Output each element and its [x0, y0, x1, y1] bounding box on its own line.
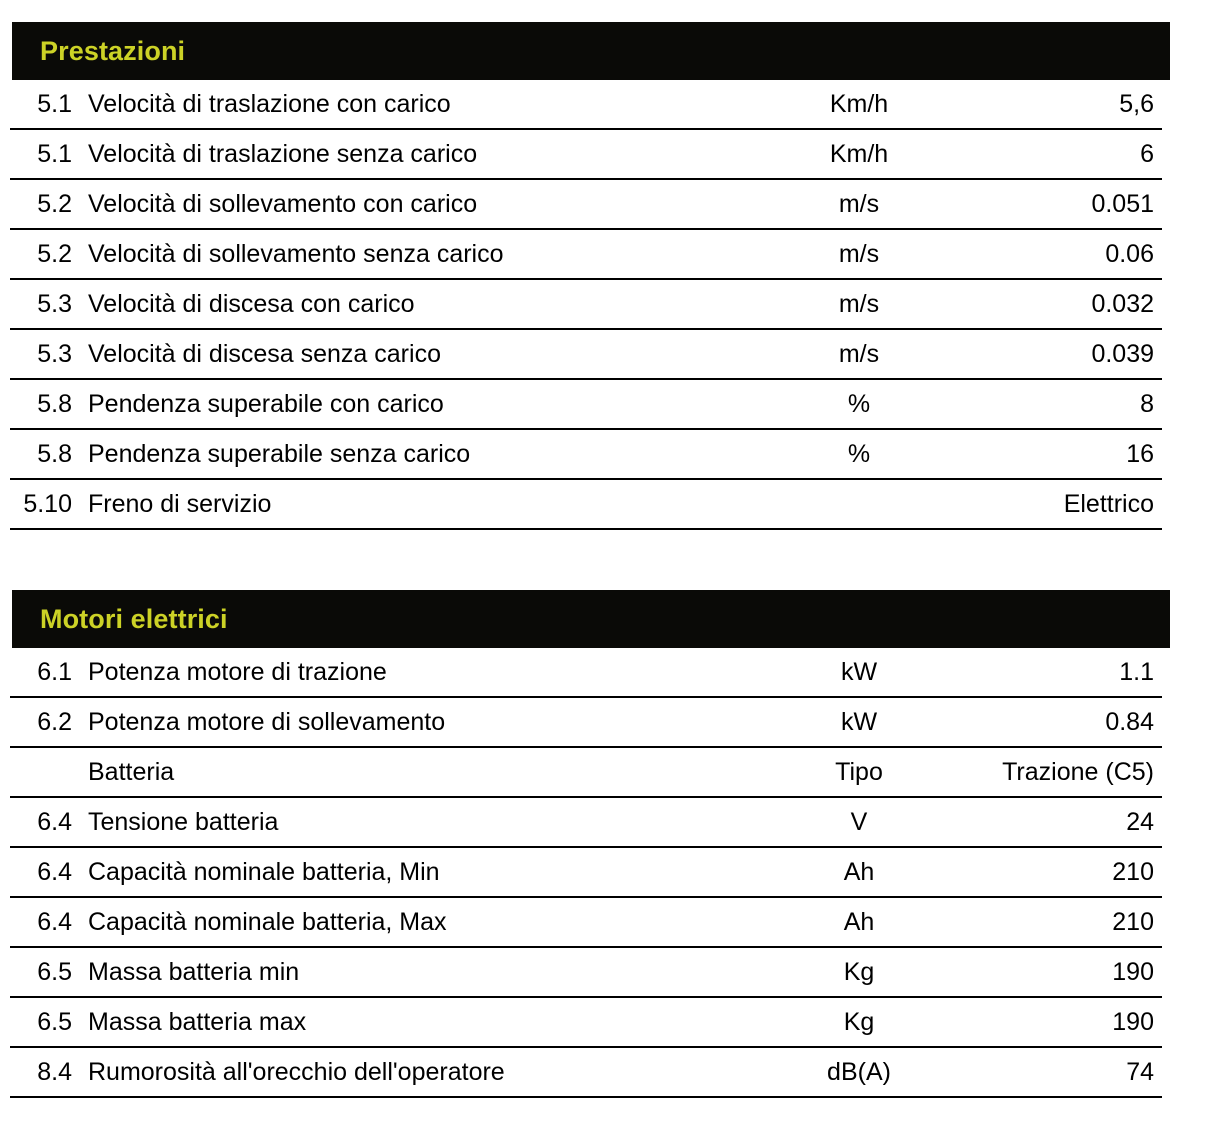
table-row [10, 480, 1162, 530]
row-unit: Km/h [829, 139, 889, 168]
row-label: Potenza motore di sollevamento [88, 709, 446, 735]
row-label: Tensione batteria [88, 809, 279, 835]
row-unit: m/s [838, 239, 880, 268]
row-number: 6.4 [37, 857, 72, 886]
section-header-title: Motori elettrici [40, 603, 228, 634]
row-value: 0.84 [1105, 707, 1154, 736]
row-unit: Kg [843, 957, 875, 986]
table-row [10, 330, 1162, 380]
table-row [10, 280, 1162, 330]
section-header-title: Prestazioni [40, 35, 186, 66]
section-header-motori [12, 590, 1170, 648]
row-unit: m/s [838, 339, 880, 368]
row-value: 8 [1140, 389, 1154, 418]
row-number: 6.4 [37, 907, 72, 936]
section-header-prestazioni [12, 22, 1170, 80]
table-row [10, 748, 1162, 798]
row-label: Rumorosità all'orecchio dell'operatore [88, 1059, 505, 1085]
row-number: 5.10 [23, 489, 72, 518]
table-row [10, 798, 1162, 848]
row-label: Velocità di traslazione con carico [88, 91, 451, 117]
row-number: 5.3 [37, 289, 72, 318]
row-number: 5.3 [37, 339, 72, 368]
row-value: Elettrico [1063, 489, 1154, 518]
row-unit: Ah [843, 907, 875, 936]
row-label: Velocità di traslazione senza carico [88, 141, 478, 167]
row-label: Freno di servizio [88, 491, 272, 517]
row-unit: Km/h [829, 89, 889, 118]
row-label: Massa batteria max [88, 1009, 307, 1035]
table-row [10, 80, 1162, 130]
row-number: 6.5 [37, 957, 72, 986]
row-label: Velocità di sollevamento con carico [88, 191, 478, 217]
row-value: 0.051 [1091, 189, 1154, 218]
row-label: Batteria [88, 759, 175, 785]
table-row [10, 230, 1162, 280]
row-label: Capacità nominale batteria, Min [88, 859, 440, 885]
row-unit: dB(A) [827, 1057, 891, 1086]
row-number: 5.1 [37, 89, 72, 118]
row-value: Trazione (C5) [1002, 757, 1154, 786]
row-unit: kW [840, 657, 878, 686]
row-label: Capacità nominale batteria, Max [88, 909, 447, 935]
row-value: 190 [1112, 1007, 1154, 1036]
table-row [10, 1048, 1162, 1098]
row-value: 74 [1126, 1057, 1154, 1086]
row-label: Massa batteria min [88, 959, 300, 985]
row-value: 190 [1112, 957, 1154, 986]
table-row [10, 648, 1162, 698]
row-number: 5.1 [37, 139, 72, 168]
row-label: Pendenza superabile con carico [88, 391, 444, 417]
table-row [10, 848, 1162, 898]
row-unit: Kg [843, 1007, 875, 1036]
spec-rows-motori [10, 648, 1162, 1098]
row-value: 1.1 [1119, 657, 1154, 686]
row-value: 6 [1140, 139, 1154, 168]
row-number: 5.8 [37, 439, 72, 468]
table-row [10, 430, 1162, 480]
row-number: 6.1 [37, 657, 72, 686]
row-value: 0.06 [1105, 239, 1154, 268]
row-number: 5.8 [37, 389, 72, 418]
row-value: 16 [1126, 439, 1154, 468]
table-row [10, 180, 1162, 230]
row-value: 210 [1112, 857, 1154, 886]
table-row [10, 130, 1162, 180]
row-unit: Tipo [835, 757, 883, 786]
row-label: Velocità di sollevamento senza carico [88, 241, 504, 267]
table-row [10, 380, 1162, 430]
row-value: 24 [1126, 807, 1154, 836]
row-number: 6.4 [37, 807, 72, 836]
spec-table-motori [12, 590, 1170, 1098]
row-value: 210 [1112, 907, 1154, 936]
table-row [10, 998, 1162, 1048]
row-unit: m/s [838, 189, 880, 218]
table-row [10, 948, 1162, 998]
row-label: Pendenza superabile senza carico [88, 441, 471, 467]
row-unit: % [847, 389, 871, 418]
spec-table-prestazioni [12, 22, 1170, 530]
row-label: Velocità di discesa senza carico [88, 341, 441, 367]
row-unit: m/s [838, 289, 880, 318]
row-label: Potenza motore di trazione [88, 659, 387, 685]
row-value: 5,6 [1119, 89, 1154, 118]
table-row [10, 698, 1162, 748]
row-number: 5.2 [37, 189, 72, 218]
row-unit: % [847, 439, 871, 468]
row-unit: Ah [843, 857, 875, 886]
table-row [10, 898, 1162, 948]
row-label: Velocità di discesa con carico [88, 291, 415, 317]
row-number: 6.5 [37, 1007, 72, 1036]
row-number: 5.2 [37, 239, 72, 268]
row-value: 0.032 [1091, 289, 1154, 318]
row-number: 8.4 [37, 1057, 72, 1086]
row-unit: kW [840, 707, 878, 736]
spec-rows-prestazioni [10, 80, 1162, 530]
row-unit: V [850, 807, 868, 836]
row-number: 6.2 [37, 707, 72, 736]
row-value: 0.039 [1091, 339, 1154, 368]
